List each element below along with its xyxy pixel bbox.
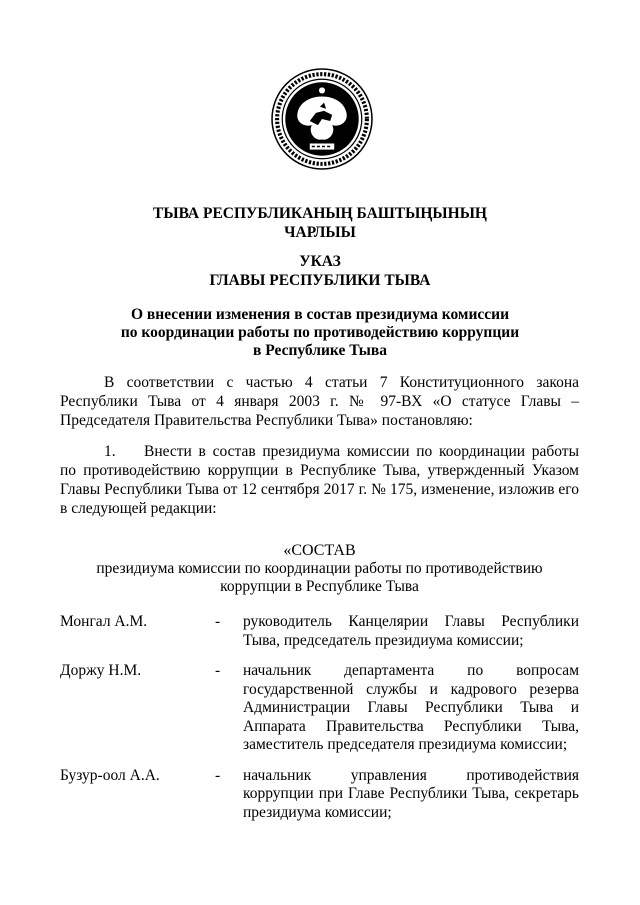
header-line-3: УКАЗ (299, 253, 341, 270)
member-name: Монгал А.М. (60, 613, 148, 630)
item-1-number: 1. (104, 443, 116, 460)
member-dash: - (215, 613, 221, 630)
composition-subtitle-2: коррупции в Республике Тыва (220, 578, 419, 595)
title-line-1: О внесении изменения в состав президиума комиссии (130, 306, 510, 323)
header-line-1: ТЫВА РЕСПУБЛИКАНЫҢ БАШТЫҢЫНЫҢ (153, 205, 487, 222)
decree-title (80, 306, 560, 360)
composition-heading (60, 542, 579, 596)
tuva-coat-of-arms-emblem (271, 68, 373, 170)
member-role: начальник департамента по вопросам государственной службы и кадрового резерва Администрации Главы Республики Тыва и Аппарата Правительства Республики Тыва, заместитель председателя президиума комиссии; (243, 662, 579, 753)
republic-header-tuvan (60, 204, 580, 242)
title-line-3: в Республике Тыва (252, 342, 387, 359)
preamble-text: В соответствии с частью 4 статьи 7 Конституционного закона Республики Тыва от 4 января 2003 г. № 97-ВХ «О статусе Главы – Председателя Правительства Республики Тыва» постановляю: (60, 374, 579, 429)
title-line-2: по координации работы по противодействию коррупции (120, 324, 520, 341)
member-name: Бузур-оол А.А. (60, 766, 160, 784)
composition-subtitle-1: президиума комиссии по координации работы по противодействию (96, 560, 543, 577)
member-role: начальник управления противодействия коррупции при Главе Республики Тыва, секретарь президиума комиссии; (243, 766, 579, 821)
composition-title: «СОСТАВ (283, 542, 356, 559)
member-role: руководитель Канцелярии Главы Республики Тыва, председатель президиума комиссии; (243, 613, 579, 649)
member-row (60, 613, 579, 650)
member-row (60, 662, 579, 755)
item-1-text: Внести в состав президиума комиссии по координации работы по противодействию коррупции в Республике Тыва, утвержденный Указом Главы Республики Тыва от 12 сентября 2017 г. № 175, изменение, изложив его в следующей редакции: (60, 443, 579, 517)
header-line-4: ГЛАВЫ РЕСПУБЛИКИ ТЫВА (209, 272, 431, 289)
header-line-2: ЧАРЛЫЫ (284, 224, 356, 241)
preamble-paragraph (60, 373, 579, 430)
member-name: Доржу Н.М. (60, 662, 142, 679)
member-dash: - (215, 766, 221, 784)
decree-header (60, 252, 580, 290)
member-row (60, 767, 579, 823)
item-1-paragraph (60, 442, 579, 518)
member-dash: - (215, 662, 221, 679)
members-list (60, 613, 579, 834)
